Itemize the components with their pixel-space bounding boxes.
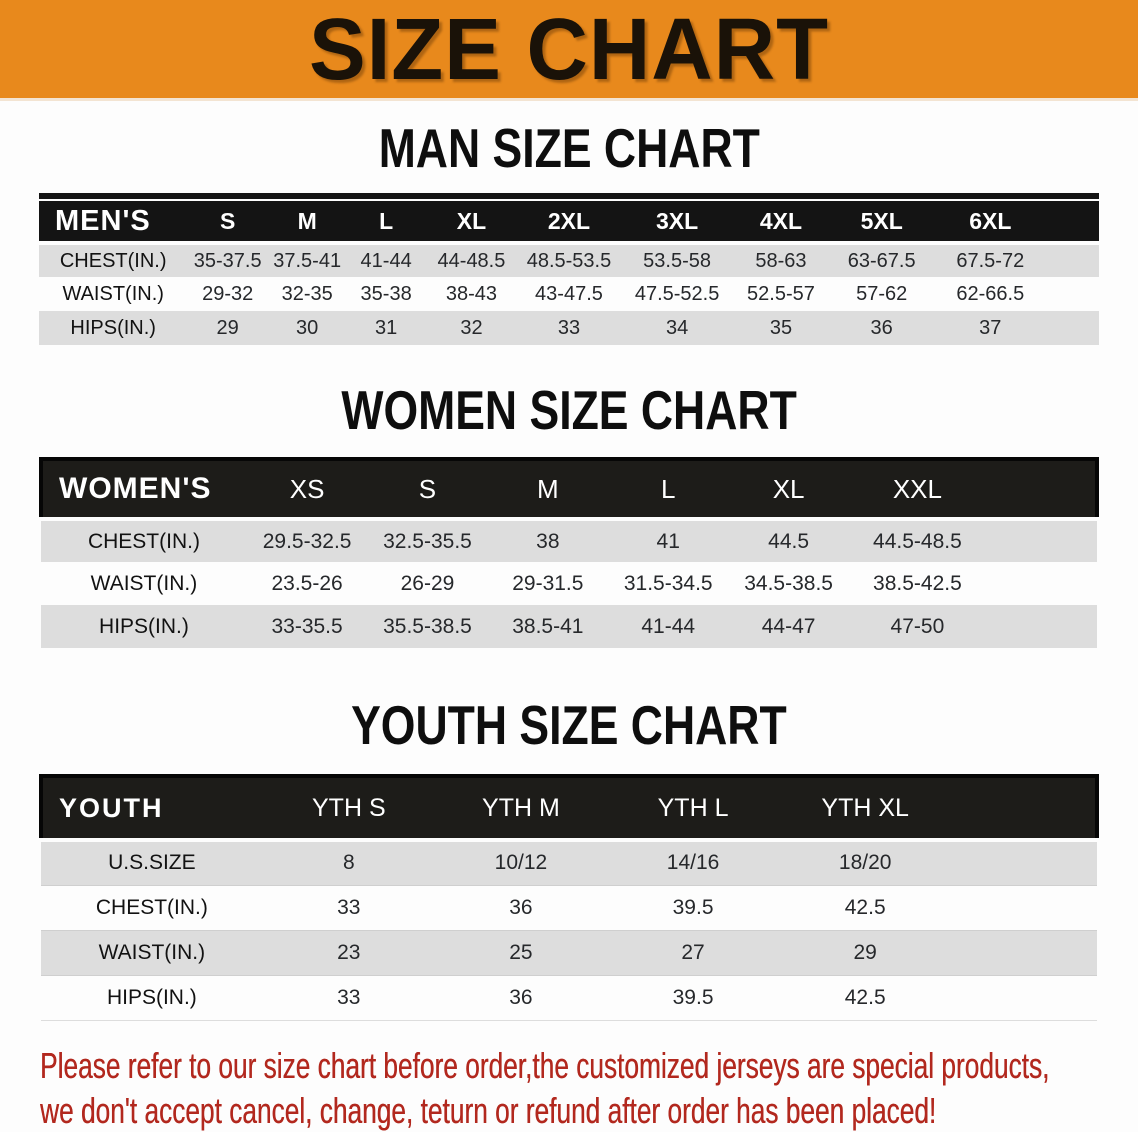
measurement-row-label: HIPS(IN.) bbox=[41, 975, 263, 1020]
size-value-cell: 29.5-32.5 bbox=[247, 519, 367, 562]
size-column-header: S bbox=[187, 201, 268, 243]
size-value-cell: 53.5-58 bbox=[621, 243, 733, 277]
disclaimer-text bbox=[40, 1043, 1138, 1132]
size-column-header: YTH M bbox=[435, 776, 607, 840]
size-value-cell: 41 bbox=[608, 519, 728, 562]
size-value-cell: 8 bbox=[263, 840, 435, 885]
size-value-cell: 44-47 bbox=[728, 605, 848, 648]
size-value-cell: 44.5-48.5 bbox=[849, 519, 986, 562]
size-value-cell: 38-43 bbox=[426, 277, 517, 311]
measurement-row-label: WAIST(IN.) bbox=[41, 562, 247, 605]
size-column-header: 5XL bbox=[829, 201, 935, 243]
size-value-cell: 33-35.5 bbox=[247, 605, 367, 648]
size-value-cell: 39.5 bbox=[607, 885, 779, 930]
womens-size-section bbox=[0, 381, 1138, 648]
size-column-header: YTH L bbox=[607, 776, 779, 840]
size-value-cell: 32.5-35.5 bbox=[367, 519, 487, 562]
table-row bbox=[41, 930, 1097, 975]
size-column-header: XS bbox=[247, 459, 367, 519]
header-filler-cell bbox=[986, 459, 1097, 519]
row-filler-cell bbox=[951, 840, 1097, 885]
size-value-cell: 36 bbox=[435, 885, 607, 930]
size-column-header: M bbox=[268, 201, 346, 243]
size-value-cell: 58-63 bbox=[733, 243, 828, 277]
size-value-cell: 38.5-42.5 bbox=[849, 562, 986, 605]
row-filler-cell bbox=[951, 930, 1097, 975]
mens-heading-text: MAN SIZE CHART bbox=[378, 117, 760, 179]
size-value-cell: 33 bbox=[263, 975, 435, 1020]
size-value-cell: 29-32 bbox=[187, 277, 268, 311]
table-row bbox=[39, 311, 1099, 345]
size-column-header: L bbox=[346, 201, 426, 243]
youth-size-table bbox=[39, 774, 1099, 1021]
size-value-cell: 29 bbox=[187, 311, 268, 345]
size-value-cell: 10/12 bbox=[435, 840, 607, 885]
table-row bbox=[39, 277, 1099, 311]
size-value-cell: 29 bbox=[779, 930, 951, 975]
size-value-cell: 35-38 bbox=[346, 277, 426, 311]
table-row bbox=[41, 975, 1097, 1020]
table-row bbox=[41, 562, 1097, 605]
size-value-cell: 48.5-53.5 bbox=[517, 243, 621, 277]
measurement-row-label: CHEST(IN.) bbox=[41, 519, 247, 562]
table-header-row bbox=[39, 201, 1099, 243]
size-value-cell: 23.5-26 bbox=[247, 562, 367, 605]
size-column-header: YTH XL bbox=[779, 776, 951, 840]
size-value-cell: 32 bbox=[426, 311, 517, 345]
row-filler-cell bbox=[1046, 277, 1099, 311]
size-value-cell: 62-66.5 bbox=[935, 277, 1046, 311]
row-filler-cell bbox=[1046, 311, 1099, 345]
measurement-row-label: U.S.SIZE bbox=[41, 840, 263, 885]
size-column-header: M bbox=[488, 459, 608, 519]
measurement-row-label: WAIST(IN.) bbox=[41, 930, 263, 975]
table-header-row bbox=[41, 776, 1097, 840]
size-value-cell: 43-47.5 bbox=[517, 277, 621, 311]
size-column-header: 2XL bbox=[517, 201, 621, 243]
size-value-cell: 31 bbox=[346, 311, 426, 345]
table-row bbox=[41, 885, 1097, 930]
size-column-header: S bbox=[367, 459, 487, 519]
measurement-row-label: WAIST(IN.) bbox=[39, 277, 187, 311]
size-value-cell: 44.5 bbox=[728, 519, 848, 562]
measurement-row-label: HIPS(IN.) bbox=[41, 605, 247, 648]
mens-section-heading bbox=[0, 119, 1138, 177]
size-value-cell: 23 bbox=[263, 930, 435, 975]
size-value-cell: 18/20 bbox=[779, 840, 951, 885]
size-value-cell: 35.5-38.5 bbox=[367, 605, 487, 648]
row-filler-cell bbox=[1046, 243, 1099, 277]
size-value-cell: 26-29 bbox=[367, 562, 487, 605]
header-filler-cell bbox=[951, 776, 1097, 840]
size-value-cell: 41-44 bbox=[346, 243, 426, 277]
table-row bbox=[39, 243, 1099, 277]
size-value-cell: 14/16 bbox=[607, 840, 779, 885]
size-value-cell: 38 bbox=[488, 519, 608, 562]
size-value-cell: 32-35 bbox=[268, 277, 346, 311]
table-row bbox=[41, 519, 1097, 562]
size-value-cell: 37.5-41 bbox=[268, 243, 346, 277]
row-filler-cell bbox=[986, 605, 1097, 648]
row-filler-cell bbox=[986, 519, 1097, 562]
size-value-cell: 31.5-34.5 bbox=[608, 562, 728, 605]
size-value-cell: 37 bbox=[935, 311, 1046, 345]
size-column-header: L bbox=[608, 459, 728, 519]
size-value-cell: 35-37.5 bbox=[187, 243, 268, 277]
size-value-cell: 41-44 bbox=[608, 605, 728, 648]
womens-section-heading bbox=[0, 381, 1138, 439]
size-value-cell: 30 bbox=[268, 311, 346, 345]
disclaimer-line-2: we don't accept cancel, change, teturn or refund after order has been placed! bbox=[40, 1089, 937, 1131]
size-value-cell: 25 bbox=[435, 930, 607, 975]
table-corner-label: YOUTH bbox=[41, 776, 263, 840]
size-column-header: 3XL bbox=[621, 201, 733, 243]
size-value-cell: 67.5-72 bbox=[935, 243, 1046, 277]
row-filler-cell bbox=[951, 975, 1097, 1020]
size-value-cell: 33 bbox=[517, 311, 621, 345]
size-value-cell: 34.5-38.5 bbox=[728, 562, 848, 605]
measurement-row-label: HIPS(IN.) bbox=[39, 311, 187, 345]
row-filler-cell bbox=[986, 562, 1097, 605]
measurement-row-label: CHEST(IN.) bbox=[41, 885, 263, 930]
size-column-header: 6XL bbox=[935, 201, 1046, 243]
size-value-cell: 42.5 bbox=[779, 975, 951, 1020]
table-row bbox=[41, 605, 1097, 648]
size-value-cell: 36 bbox=[435, 975, 607, 1020]
size-value-cell: 47.5-52.5 bbox=[621, 277, 733, 311]
banner-title: SIZE CHART bbox=[309, 0, 829, 98]
size-value-cell: 44-48.5 bbox=[426, 243, 517, 277]
youth-size-section bbox=[0, 696, 1138, 1021]
size-chart-banner bbox=[0, 0, 1138, 101]
size-value-cell: 47-50 bbox=[849, 605, 986, 648]
table-corner-label: WOMEN'S bbox=[41, 459, 247, 519]
size-value-cell: 33 bbox=[263, 885, 435, 930]
measurement-row-label: CHEST(IN.) bbox=[39, 243, 187, 277]
size-value-cell: 34 bbox=[621, 311, 733, 345]
table-header-row bbox=[41, 459, 1097, 519]
row-filler-cell bbox=[951, 885, 1097, 930]
size-value-cell: 57-62 bbox=[829, 277, 935, 311]
size-value-cell: 39.5 bbox=[607, 975, 779, 1020]
size-column-header: YTH S bbox=[263, 776, 435, 840]
header-filler-cell bbox=[1046, 201, 1099, 243]
size-column-header: 4XL bbox=[733, 201, 828, 243]
womens-size-table bbox=[39, 457, 1099, 648]
size-value-cell: 42.5 bbox=[779, 885, 951, 930]
size-value-cell: 36 bbox=[829, 311, 935, 345]
youth-heading-text: YOUTH SIZE CHART bbox=[351, 694, 787, 756]
size-value-cell: 63-67.5 bbox=[829, 243, 935, 277]
size-column-header: XL bbox=[728, 459, 848, 519]
mens-size-section bbox=[0, 119, 1138, 345]
size-value-cell: 27 bbox=[607, 930, 779, 975]
mens-size-table bbox=[39, 201, 1099, 345]
size-column-header: XXL bbox=[849, 459, 986, 519]
mens-table-top-rule bbox=[39, 193, 1099, 199]
table-row bbox=[41, 840, 1097, 885]
size-value-cell: 29-31.5 bbox=[488, 562, 608, 605]
disclaimer-line-1: Please refer to our size chart before order,the customized jerseys are special products, bbox=[40, 1044, 1050, 1086]
youth-section-heading bbox=[0, 696, 1138, 754]
size-column-header: XL bbox=[426, 201, 517, 243]
table-corner-label: MEN'S bbox=[39, 201, 187, 243]
size-value-cell: 35 bbox=[733, 311, 828, 345]
size-value-cell: 38.5-41 bbox=[488, 605, 608, 648]
womens-heading-text: WOMEN SIZE CHART bbox=[341, 379, 797, 441]
size-value-cell: 52.5-57 bbox=[733, 277, 828, 311]
